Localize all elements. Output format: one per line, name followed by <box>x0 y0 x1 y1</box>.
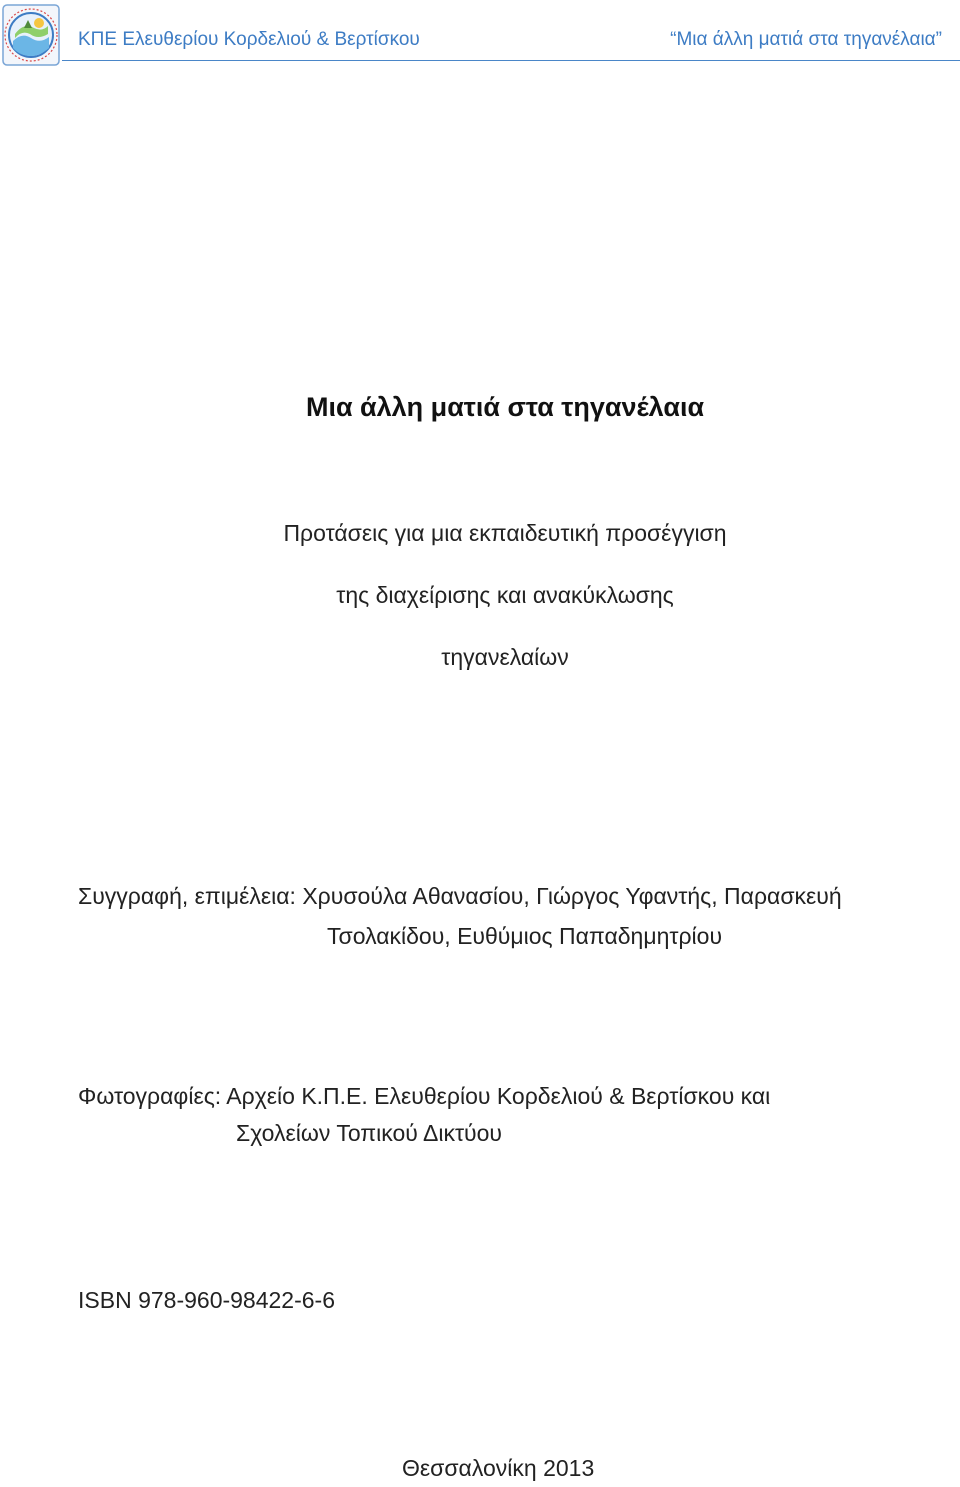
subtitle-line-3: τηγανελαίων <box>441 644 569 670</box>
photos-credit-line-1: Φωτογραφίες: Αρχείο Κ.Π.Ε. Ελευθερίου Κορδελιού & Βερτίσκου και <box>78 1083 771 1109</box>
subtitle-line-1: Προτάσεις για μια εκπαιδευτική προσέγγιση <box>283 520 727 546</box>
document-title: Μια άλλη ματιά στα τηγανέλαια <box>305 392 705 422</box>
header-organization: ΚΠΕ Ελευθερίου Κορδελιού & Βερτίσκου <box>78 29 420 50</box>
publication-place-year: Θεσσαλονίκη 2013 <box>402 1455 595 1481</box>
authors-line-1: Συγγραφή, επιμέλεια: Χρυσούλα Αθανασίου, Γιώργος Υφαντής, Παρασκευή <box>78 883 842 909</box>
kpe-logo-icon <box>2 4 62 68</box>
isbn-number: ISBN 978-960-98422-6-6 <box>78 1287 335 1313</box>
page-header <box>0 0 960 70</box>
subtitle-line-2: της διαχείρισης και ανακύκλωσης <box>336 582 674 608</box>
header-divider <box>62 60 960 61</box>
header-document-title: “Μια άλλη ματιά στα τηγανέλαια” <box>670 29 942 50</box>
photos-credit-line-2: Σχολείων Τοπικού Δικτύου <box>236 1120 503 1146</box>
authors-line-2: Τσολακίδου, Ευθύμιος Παπαδημητρίου <box>327 923 723 949</box>
